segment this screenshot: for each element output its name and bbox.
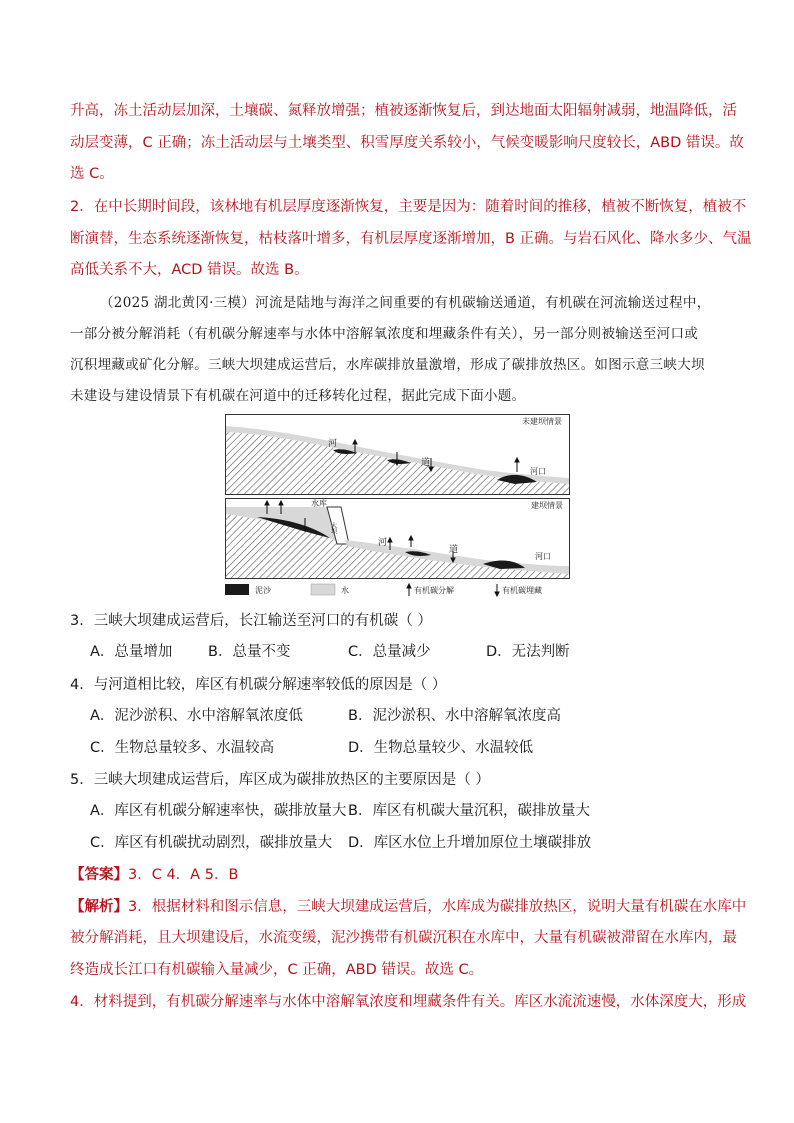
top-scene-label: 未建坝情景 — [522, 417, 562, 426]
q5-stem: 5．三峡大坝建成运营后，库区成为碳排放热区的主要原因是（ ） — [70, 772, 490, 788]
q2-line-2: 断演替，生态系统逐渐恢复，枯枝落叶增多，有机层厚度逐渐增加，B 正确。与岩石风化、降水多少、气温 — [70, 231, 752, 247]
carbon-transport-figure — [225, 414, 570, 600]
answer-line — [70, 865, 730, 885]
q3-stem: 3．三峡大坝建成运营后，长江输送至河口的有机碳（ ） — [70, 613, 432, 629]
intro-line-1: 升高，冻土活动层加深，土壤碳、氮释放增强；植被逐渐恢复后，到达地面太阳辐射减弱，地温降低，活 — [70, 103, 737, 119]
bottom-river-char-1: 河 — [378, 538, 388, 548]
q3-option-c[interactable]: C．总量减少 — [348, 644, 431, 660]
q4-option-b[interactable]: B．泥沙淤积、水中溶解氧浓度高 — [348, 708, 561, 724]
top-river-char-1: 河 — [328, 439, 338, 449]
q2-line-3: 高低关系不大，ACD 错误。故选 B。 — [70, 262, 309, 278]
legend-bury-label: 有机碳埋藏 — [502, 586, 542, 595]
bottom-estuary-label: 河口 — [535, 552, 551, 561]
intro-line-3: 选 C。 — [70, 166, 114, 182]
q5-option-a[interactable]: A．库区有机碳分解速率快，碳排放量大 — [90, 803, 347, 819]
figure-svg — [225, 414, 570, 600]
q5-option-d[interactable]: D．库区水位上升增加原位土壤碳排放 — [348, 835, 592, 851]
legend-water-swatch — [311, 584, 335, 595]
legend-sediment-swatch — [225, 584, 249, 595]
answer-tag: 【答案】 — [70, 867, 128, 883]
dam-label: 大坝 — [329, 522, 337, 534]
q4-stem: 4．与河道相比较，库区有机碳分解速率较低的原因是（ ） — [70, 677, 447, 693]
q4-option-d[interactable]: D．生物总量较少、水温较低 — [348, 740, 534, 756]
intro-line-2: 动层变薄，C 正确；冻土活动层与土壤类型、积雪厚度关系较小，气候变暖影响尺度较长，ABD 错误。故 — [70, 135, 744, 151]
q2-line-1: 2．在中长期时间段，该林地有机层厚度逐渐恢复，主要是因为：随着时间的推移，植被不断恢复，植被不 — [70, 199, 747, 215]
analysis-line-3: 终造成长江口有机碳输入量减少，C 正确，ABD 错误。故选 C。 — [70, 962, 484, 978]
q3-option-a[interactable]: A．总量增加 — [90, 644, 173, 660]
q5-option-b[interactable]: B．库区有机碳大量沉积，碳排放量大 — [348, 803, 590, 819]
material-line-3: 沉积埋藏或矿化分解。三峡大坝建成运营后，水库碳排放量激增，形成了碳排放热区。如图示意三峡大坝 — [70, 357, 705, 373]
q5-option-c[interactable]: C．库区有机碳扰动剧烈，碳排放量大 — [90, 835, 333, 851]
analysis-line-1 — [70, 897, 747, 917]
legend-decompose-label: 有机碳分解 — [414, 586, 454, 595]
answer-text: 3．C 4．A 5．B — [128, 867, 239, 883]
bottom-river-char-2: 道 — [449, 545, 459, 555]
material-line-1: （2025 湖北黄冈·三模）河流是陆地与海洋之间重要的有机碳输送通道，有机碳在河流输送过程中， — [100, 295, 711, 311]
q4-option-c[interactable]: C．生物总量较多、水温较高 — [90, 740, 275, 756]
legend-sediment-label: 泥沙 — [255, 586, 271, 595]
bottom-scene-label: 建坝情景 — [531, 501, 563, 510]
material-line-4: 未建设与建设情景下有机碳在河道中的迁移转化过程，据此完成下面小题。 — [70, 388, 526, 404]
analysis-tag: 【解析】 — [70, 899, 128, 915]
legend-down-arrow-icon — [495, 584, 499, 596]
top-estuary-label: 河口 — [530, 467, 546, 476]
material-line-2: 一部分被分解消耗（有机碳分解速率与水体中溶解氧浓度和埋藏条件有关），另一部分则被输送至河口或 — [70, 326, 699, 342]
q3-option-b[interactable]: B．总量不变 — [208, 644, 291, 660]
q4-option-a[interactable]: A．泥沙淤积、水中溶解氧浓度低 — [90, 708, 303, 724]
legend-up-arrow-icon — [407, 584, 411, 596]
analysis-text-1: 3．根据材料和图示信息，三峡大坝建成运营后，水库成为碳排放热区，说明大量有机碳在水库中 — [128, 899, 747, 915]
top-river-char-2: 道 — [421, 458, 431, 468]
analysis-line-2: 被分解消耗，且大坝建设后，水流变缓，泥沙携带有机碳沉积在水库中，大量有机碳被滞留在水库内，最 — [70, 930, 737, 946]
reservoir-label: 水库 — [311, 499, 327, 508]
analysis-line-4: 4．材料提到，有机碳分解速率与水体中溶解氧浓度和埋藏条件有关。库区水流流速慢，水体深度大，形成 — [70, 994, 747, 1010]
q3-option-d[interactable]: D．无法判断 — [486, 644, 570, 660]
legend-water-label: 水 — [341, 586, 349, 595]
